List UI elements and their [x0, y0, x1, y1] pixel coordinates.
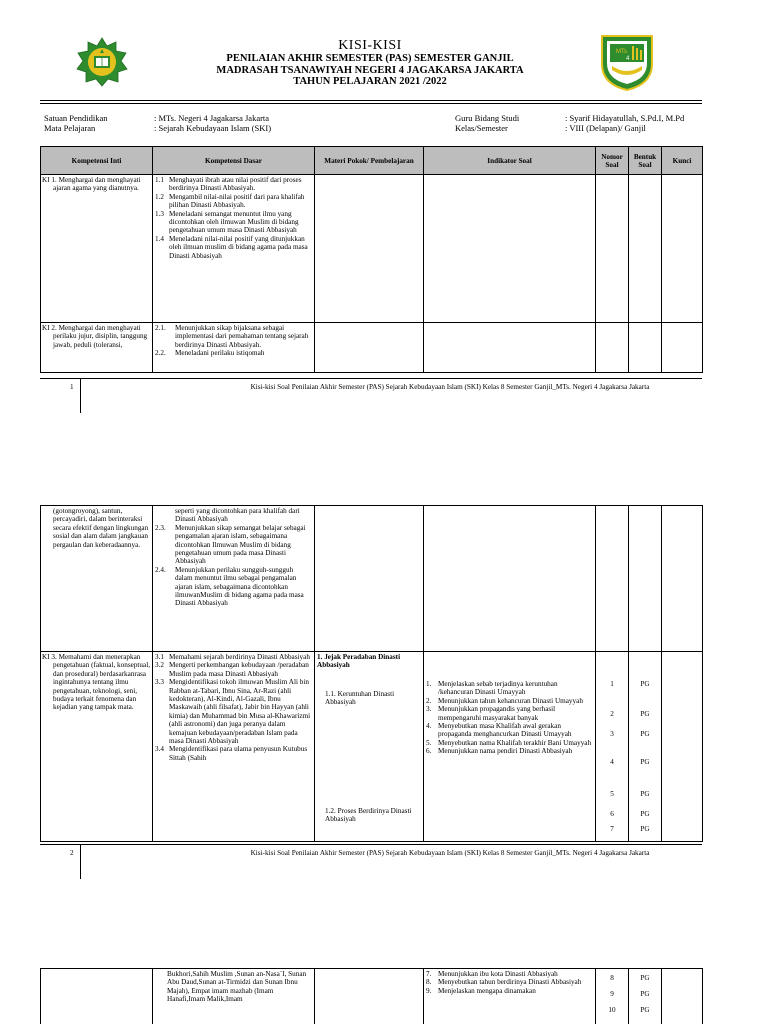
identity-label: Guru Bidang Studi — [455, 113, 520, 123]
indikator-item: 7. Menunjukkan ibu kota Dinasti Abbasiyah — [426, 970, 558, 978]
indikator-item: 2. Menunjukkan tahun kehancuran Dinasti Umayyah — [426, 696, 583, 705]
nomor-cell — [596, 652, 629, 842]
col-header-indikator: Indikator Soal — [424, 147, 596, 175]
nomor-soal: 9 — [610, 990, 614, 998]
document-titles — [150, 38, 590, 88]
bentuk-soal: PG — [640, 810, 650, 818]
ki-cell: KI 2. Menghargai dan menghayati perilaku jujur, disiplin, tanggung jawab, peduli (toleransi, — [41, 323, 153, 373]
kd-item: 3.2 Mengerti perkembangan kebudayaan /peradaban Muslim pada masa Dinasti Abbasiyah — [155, 661, 309, 678]
kunci-cell — [662, 506, 703, 652]
table-header-row — [41, 147, 703, 175]
identity-value: : MTs. Negeri 4 Jagakarsa Jakarta — [154, 113, 270, 123]
ki-cell: KI 1. Menghargai dan menghayati ajaran agama yang dianutnya. — [41, 175, 153, 323]
mts-logo-text: MTs — [616, 49, 627, 55]
kisi-table-page-2 — [40, 505, 703, 842]
identity-right — [455, 114, 684, 133]
bentuk-soal: PG — [640, 790, 650, 798]
bentuk-cell — [629, 323, 662, 373]
kunci-cell — [662, 175, 703, 323]
identity-row — [44, 124, 271, 134]
kunci-cell — [662, 969, 703, 1024]
materi-cell — [315, 175, 424, 323]
mts-logo-number: 4 — [626, 56, 630, 62]
nomor-cell — [596, 323, 629, 373]
col-header-ki: Kompetensi Inti — [41, 147, 153, 175]
indikator-item: 5. Menyebutkan nama Khalifah terakhir Bani Umayyah — [426, 738, 592, 747]
ki-cell — [41, 969, 153, 1024]
col-header-kunci: Kunci — [662, 147, 703, 175]
kd-item: 1.1 Menghayati ibrah atau nilai positif dari proses berdirinya Dinasti Abbasiyah. — [155, 176, 302, 193]
bentuk-soal: PG — [640, 990, 650, 998]
nomor-soal: 1 — [610, 680, 614, 688]
kd-cell — [153, 323, 315, 373]
bentuk-cell — [629, 175, 662, 323]
materi-cell — [315, 323, 424, 373]
kd-item: seperti yang dicontohkan para khalifah dari Dinasti Abbasiyah — [175, 507, 300, 524]
indikator-cell — [424, 323, 596, 373]
doc-subtitle-1: PENILAIAN AKHIR SEMESTER (PAS) SEMESTER GANJIL — [226, 53, 514, 64]
materi-cell — [315, 969, 424, 1024]
header-rule-thick — [40, 100, 702, 101]
bentuk-cell — [629, 969, 662, 1024]
table-row — [41, 175, 703, 323]
col-header-bentuk: Bentuk Soal — [629, 147, 662, 175]
footer-divider — [80, 379, 81, 413]
page-footer-2 — [40, 844, 702, 857]
identity-value: : Syarif Hidayatullah, S.Pd.I, M.Pd — [565, 113, 685, 123]
kd-item: 2.2. Meneladani perilaku istiqomah — [155, 349, 265, 358]
nomor-soal: 6 — [610, 810, 614, 818]
identity-value: : Sejarah Kebudayaan Islam (SKI) — [154, 122, 272, 133]
footer-text: Kisi-kisi Soal Penilaian Akhir Semester (PAS) Sejarah Kebudayaan Islam (SKI) Kelas 8 Semester Ganjil_MTs. Negeri 4 Jagakarsa Jakarta — [250, 849, 650, 857]
materi-item: 1.1. Keruntuhan Dinasti Abbasiyah — [325, 689, 395, 707]
identity-row — [455, 124, 684, 134]
kd-item: 2.3. Menunjukkan sikap semangat belajar sebagai pengamalan ajaran islam, sebagaimana dicontohkan Ilmuwan Muslim di bidang pengetahuan umum pada masa Dinasti Abbasiyah — [155, 523, 306, 566]
doc-subtitle-2: MADRASAH TSANAWIYAH NEGERI 4 JAGAKARSA JAKARTA — [216, 64, 524, 76]
indikator-item: 6. Menunjukkan nama pendiri Dinasti Abbasiyah — [426, 747, 573, 756]
kd-item: 1.4 Meneladani nilai-nilai positif yang ditunjukkan oleh ilmuan muslim di bidang agama pada masa Dinasti Abbasiyah — [155, 234, 308, 260]
table-row — [41, 969, 703, 1024]
bentuk-cell — [629, 506, 662, 652]
bentuk-soal: PG — [640, 710, 650, 718]
indikator-cell — [424, 506, 596, 652]
indikator-cell — [424, 175, 596, 323]
ki-cell: KI 3. Memahami dan menerapkan pengetahuan (faktual, konseptual, dan prosedural) berdasarkanrasa ingintahunya tentang ilmu pengetahuan, teknologi, seni, budaya terkait fenomena dan kejadian yang tampak mata. — [41, 652, 153, 842]
kd-cell: Bukhori,Sahih Muslim ,Sunan an-Nasa`I, Sunan Abu Daud,Sunan at-Tirmidzi dan Sunan Ibnu Majah), Empat imam mazhab (Imam Hanafi,Imam Malik,Imam — [153, 969, 315, 1024]
indikator-item: 1. Menjelaskan sebab terjadinya keruntuhan /kehancuran Dinasti Umayyah — [426, 680, 558, 697]
page-footer-1 — [40, 378, 702, 391]
indikator-cell — [424, 652, 596, 842]
document-header — [0, 0, 768, 105]
identity-label: Kelas/Semester — [455, 122, 508, 133]
nomor-soal: 5 — [610, 790, 614, 798]
page-number: 2 — [70, 849, 74, 857]
table-row — [41, 323, 703, 373]
nomor-soal: 8 — [610, 974, 614, 982]
kd-cell — [153, 506, 315, 652]
bentuk-soal: PG — [640, 974, 650, 982]
kemenag-logo — [74, 36, 130, 88]
bentuk-cell — [629, 652, 662, 842]
footer-divider — [80, 845, 81, 879]
doc-subtitle-3: TAHUN PELAJARAN 2021 /2022 — [293, 76, 447, 87]
bentuk-soal: PG — [640, 758, 650, 766]
kd-item: 1.2 Mengambil nilai-nilai positif dari para khalifah pilihan Dinasti Abbasiyah. — [155, 192, 305, 210]
ki-cell: (gotongroyong), santun, percayadiri, dalam berinteraksi secara efektif dengan lingkungan sosial dan alam dalam jangkauan pergaulan dan keberadaannya. — [41, 506, 153, 652]
identity-label: Mata Pelajaran — [44, 122, 96, 133]
materi-cell — [315, 506, 424, 652]
indikator-item: 3. Menunjukkan propagandis yang berhasil mempengaruhi masyarakat banyak — [426, 705, 556, 722]
indikator-item: 8. Menyebutkan tahun berdirinya Dinasti Abbasiyah — [426, 978, 582, 987]
nomor-cell — [596, 506, 629, 652]
col-header-kd: Kompetensi Dasar — [153, 147, 315, 175]
col-header-nomor: Nomor Soal — [596, 147, 629, 175]
table-row — [41, 652, 703, 842]
nomor-cell — [596, 175, 629, 323]
kisi-table-page-3 — [40, 968, 703, 1024]
materi-heading: 1. Jejak Peradaban Dinasti Abbasiyah — [317, 653, 401, 670]
mts-logo — [598, 32, 656, 92]
indikator-cell — [424, 969, 596, 1024]
identity-label: Satuan Pendidikan — [44, 113, 108, 123]
kd-cell — [153, 652, 315, 842]
nomor-cell — [596, 969, 629, 1024]
nomor-soal: 2 — [610, 710, 614, 718]
indikator-item: 9. Menjelaskan mengapa dinamakan — [426, 986, 536, 995]
kd-item: 2.4. Menunjukkan perilaku sungguh-sungguh dalam menuntut ilmu sebagai pengamalan ajaran islam, sebagaimana dicontohkan ilmuwanMuslim di bidang agama pada masa Dinasti Abbasiyah — [155, 565, 304, 608]
kd-item: 3.3 Mengidentifikasi tokoh ilmuwan Muslim Ali bin Rabban at-Tabari, Ibnu Sina, Ar-Razi (ahli kedokteran), Al-Kindi, Al-Gazali, Ibnu Maskawaih (ahli filsafat), Jabir bin Hayyan (ahli kimia) dan Muhammad bin Musa al-Khawarizmi (ahli astronomi) dan juga peranya dalam kemajuan kebudayaan/peradaban Islam pada masa Dinasti Abbasiyah — [155, 678, 311, 746]
identity-value: : VIII (Delapan)/ Ganjil — [565, 122, 646, 133]
materi-cell — [315, 652, 424, 842]
bentuk-soal: PG — [640, 680, 650, 688]
kd-item: 3.4 Mengidentifikasi para ulama penyusun Kutubus Sittah (Sahih — [155, 745, 308, 762]
bentuk-soal: PG — [640, 825, 650, 833]
table-row — [41, 506, 703, 652]
bentuk-soal: PG — [640, 730, 650, 738]
page-number: 1 — [70, 383, 74, 391]
kd-item: 1.3 Meneladani semangat menuntut ilmu yang dicontohkan oleh ilmuwan Muslim di bidang pengetahuan umum masa Dinasti Abbasiyah — [155, 209, 299, 235]
footer-text: Kisi-kisi Soal Penilaian Akhir Semester (PAS) Sejarah Kebudayaan Islam (SKI) Kelas 8 Semester Ganjil_MTs. Negeri 4 Jagakarsa Jakarta — [250, 383, 650, 391]
nomor-soal: 10 — [608, 1006, 616, 1014]
nomor-soal: 3 — [610, 730, 614, 738]
kisi-table-page-1 — [40, 146, 703, 373]
bentuk-soal: PG — [640, 1006, 650, 1014]
kunci-cell — [662, 652, 703, 842]
materi-item: 1.2. Proses Berdirinya Dinasti Abbasiyah — [325, 806, 412, 824]
identity-left — [44, 114, 271, 133]
kunci-cell — [662, 323, 703, 373]
doc-title: KISI-KISI — [338, 38, 402, 53]
kd-item: 2.1. Menunjukkan sikap bijaksana sebagai implementasi dari pemahaman tentang sejarah berdirinya Dinasti Abbasiyah. — [155, 324, 309, 349]
nomor-soal: 7 — [610, 825, 614, 833]
kd-item: 3.1 Memahami sejarah berdirinya Dinasti Abbasiyah — [155, 653, 310, 661]
indikator-item: 4. Menyebutkan masa Khalifah awal gerakan propaganda menghancurkan Dinasti Umayyah — [426, 722, 572, 739]
header-rule-thin — [40, 103, 702, 104]
kd-cell — [153, 175, 315, 323]
col-header-materi: Materi Pokok/ Pembelajaran — [315, 147, 424, 175]
nomor-soal: 4 — [610, 758, 614, 766]
